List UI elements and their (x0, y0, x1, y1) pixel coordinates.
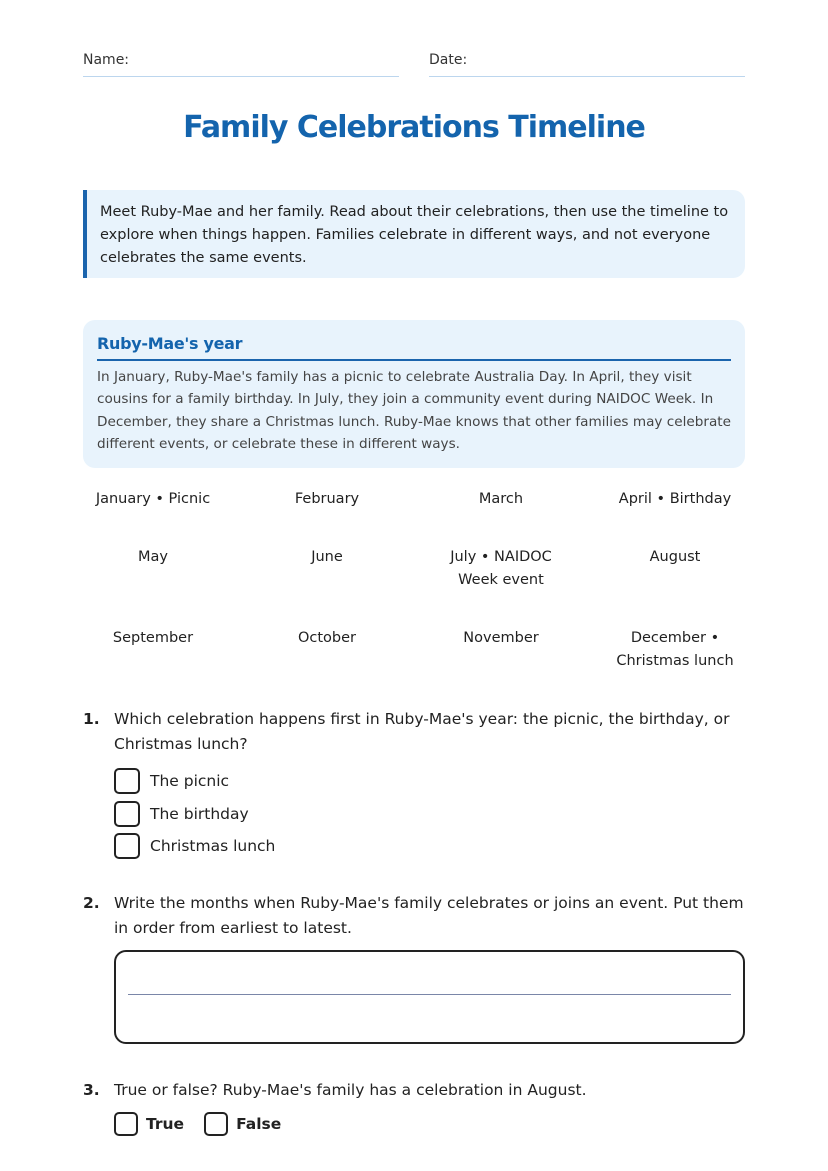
option-label: The picnic (150, 772, 230, 790)
month-april: April • Birthday (618, 491, 732, 507)
month-december: December • Christmas lunch (616, 630, 734, 669)
month-november: November (463, 630, 539, 646)
q1-option-birthday[interactable] (114, 800, 249, 828)
question-1 (83, 707, 745, 757)
month-june: June (311, 549, 343, 565)
header-fields (83, 52, 745, 78)
question-text: Write the months when Ruby-Mae's family celebrates or joins an event. Put them in order from earliest to latest. (114, 894, 744, 937)
question-number: 3. (83, 1081, 100, 1099)
checkbox[interactable] (114, 833, 140, 859)
story-box (83, 320, 745, 468)
page-title: Family Celebrations Timeline (183, 110, 645, 145)
option-label: False (236, 1115, 282, 1133)
checkbox[interactable] (204, 1112, 228, 1136)
true-false-options (114, 1111, 301, 1137)
name-label: Name: (83, 52, 130, 68)
month-may: May (138, 549, 168, 565)
month-august: August (649, 549, 701, 565)
story-text: In January, Ruby-Mae's family has a picnic to celebrate Australia Day. In April, they visit cousins for a family birthday. In July, they join a community event during NAIDOC Week. In December, they share a Christmas lunch. Ruby-Mae knows that other families may celebrate different events, or celebrate these in different ways. (97, 369, 731, 452)
question-2 (83, 891, 745, 941)
month-march: March (478, 491, 524, 507)
date-label: Date: (429, 52, 468, 68)
checkbox[interactable] (114, 1112, 138, 1136)
q3-option-true[interactable] (114, 1112, 184, 1136)
q1-option-christmas-lunch[interactable] (114, 832, 275, 860)
question-text: Which celebration happens first in Ruby-Mae's year: the picnic, the birthday, or Christmas lunch? (114, 710, 730, 753)
month-september: September (112, 630, 194, 646)
month-october: October (297, 630, 357, 646)
option-label: The birthday (150, 805, 249, 823)
question-number: 2. (83, 894, 100, 912)
answer-line (128, 994, 731, 995)
intro-box: Meet Ruby-Mae and her family. Read about their celebrations, then use the timeline to explore when things happen. Families celebrate in different ways, and not everyone celebrates the same events. (83, 190, 745, 278)
story-heading: Ruby-Mae's year (97, 334, 731, 361)
checkbox[interactable] (114, 768, 140, 794)
month-july: July • NAIDOC Week event (450, 549, 552, 588)
option-label: Christmas lunch (150, 837, 276, 855)
date-field[interactable] (429, 52, 745, 77)
question-number: 1. (83, 710, 100, 728)
option-label: True (146, 1115, 185, 1133)
month-february: February (294, 491, 360, 507)
q3-option-false[interactable] (204, 1112, 281, 1136)
q1-option-picnic[interactable] (114, 767, 229, 795)
month-january: January • Picnic (95, 491, 211, 507)
name-field[interactable] (83, 52, 399, 77)
question-3 (83, 1078, 745, 1103)
answer-box[interactable] (114, 950, 745, 1044)
question-text: True or false? Ruby-Mae's family has a celebration in August. (114, 1081, 587, 1099)
checkbox[interactable] (114, 801, 140, 827)
